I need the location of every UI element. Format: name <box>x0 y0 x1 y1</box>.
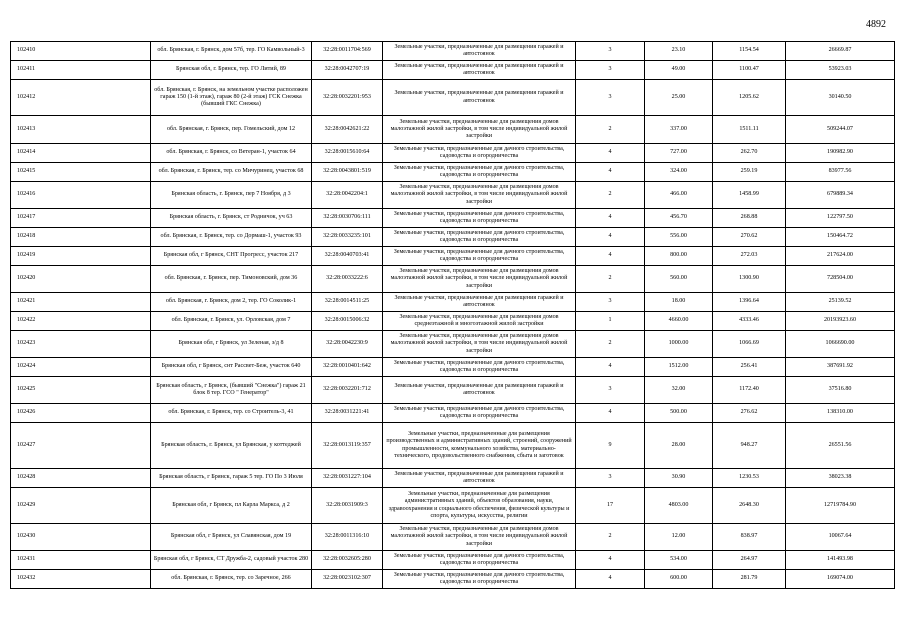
group-number-cell: 4 <box>576 247 645 266</box>
address-cell: обл. Брянская, г. Брянск, пер. Тимоновский, дом 36 <box>151 266 312 293</box>
land-use-cell: Земельные участки, предназначенные для дачного строительства, садоводства и огородничества <box>383 228 576 247</box>
cadastral-number-cell: 32:28:0033222:6 <box>312 266 383 293</box>
unit-value-cell: 1154.54 <box>713 42 786 61</box>
group-number-cell: 2 <box>576 524 645 551</box>
cadastral-number-cell: 32:28:0042230:9 <box>312 331 383 358</box>
table-row <box>11 163 895 182</box>
land-use-cell: Земельные участки, предназначенные для размещения домов малоэтажной жилой застройки, в том числе индивидуальной жилой застройки <box>383 116 576 144</box>
address-cell: Брянская область, г Брянск, (бывший "Снежка") гараж 21 блок 8 тер. ГСО " Генератор" <box>151 377 312 404</box>
cadastral-value-cell: 679889.34 <box>786 182 895 209</box>
page-number: 4892 <box>866 19 886 30</box>
row-id: 102417 <box>11 209 151 228</box>
address-cell: обл. Брянская, г. Брянск, дом 2, тер. ГО Соколик-1 <box>151 293 312 312</box>
group-number-cell: 4 <box>576 144 645 163</box>
area-cell: 1512.00 <box>645 358 713 377</box>
row-id: 102430 <box>11 524 151 551</box>
table-row <box>11 377 895 404</box>
unit-value-cell: 948.27 <box>713 423 786 469</box>
row-id: 102423 <box>11 331 151 358</box>
row-id: 102411 <box>11 61 151 80</box>
group-number-cell: 2 <box>576 116 645 144</box>
table-row <box>11 247 895 266</box>
row-id: 102413 <box>11 116 151 144</box>
group-number-cell: 4 <box>576 404 645 423</box>
address-cell: Брянская обл, г Брянск, пл Карла Маркса, д 2 <box>151 488 312 524</box>
row-id: 102432 <box>11 570 151 589</box>
land-use-cell: Земельные участки, предназначенные для дачного строительства, садоводства и огородничества <box>383 358 576 377</box>
area-cell: 600.00 <box>645 570 713 589</box>
row-id: 102419 <box>11 247 151 266</box>
unit-value-cell: 1205.62 <box>713 80 786 116</box>
area-cell: 25.00 <box>645 80 713 116</box>
land-use-cell: Земельные участки, предназначенные для размещения домов малоэтажной жилой застройки, в том числе индивидуальной жилой застройки <box>383 182 576 209</box>
cadastral-value-cell: 38023.38 <box>786 469 895 488</box>
cadastral-number-cell: 32:28:0042707:19 <box>312 61 383 80</box>
table-row <box>11 469 895 488</box>
unit-value-cell: 838.97 <box>713 524 786 551</box>
group-number-cell: 2 <box>576 331 645 358</box>
land-use-cell: Земельные участки, предназначенные для размещения административных зданий, объектов образования, науки, здравоохранения и социального обеспечения, физической культуры и спорта, культуры, искусства, религии <box>383 488 576 524</box>
unit-value-cell: 1172.40 <box>713 377 786 404</box>
cadastral-number-cell: 32:28:0011316:10 <box>312 524 383 551</box>
cadastral-value-cell: 122797.50 <box>786 209 895 228</box>
cadastral-value-cell: 83977.56 <box>786 163 895 182</box>
unit-value-cell: 270.62 <box>713 228 786 247</box>
address-cell: Брянская область, г. Брянск, пер 7 Ноября, д 3 <box>151 182 312 209</box>
cadastral-value-cell: 190982.90 <box>786 144 895 163</box>
unit-value-cell: 262.70 <box>713 144 786 163</box>
cadastral-number-cell: 32:28:0032201:953 <box>312 80 383 116</box>
table-row <box>11 228 895 247</box>
unit-value-cell: 1230.53 <box>713 469 786 488</box>
row-id: 102424 <box>11 358 151 377</box>
address-cell: Брянская обл, г. Брянск, тер. ГО Литий, 89 <box>151 61 312 80</box>
unit-value-cell: 4333.46 <box>713 312 786 331</box>
unit-value-cell: 256.41 <box>713 358 786 377</box>
cadastral-value-cell: 37516.80 <box>786 377 895 404</box>
land-use-cell: Земельные участки, предназначенные для дачного строительства, садоводства и огородничества <box>383 570 576 589</box>
land-use-cell: Земельные участки, предназначенные для размещения домов среднеэтажной и многоэтажной жилой застройки <box>383 312 576 331</box>
land-use-cell: Земельные участки, предназначенные для размещения гаражей и автостоянок <box>383 61 576 80</box>
unit-value-cell: 1458.99 <box>713 182 786 209</box>
area-cell: 4803.00 <box>645 488 713 524</box>
cadastral-number-cell: 32:28:0014511:25 <box>312 293 383 312</box>
cadastral-number-cell: 32:28:0015006:32 <box>312 312 383 331</box>
cadastral-number-cell: 32:28:0042621:22 <box>312 116 383 144</box>
land-use-cell: Земельные участки, предназначенные для дачного строительства, садоводства и огородничества <box>383 163 576 182</box>
area-cell: 1000.00 <box>645 331 713 358</box>
row-id: 102415 <box>11 163 151 182</box>
cadastral-number-cell: 32:28:0042204:1 <box>312 182 383 209</box>
address-cell: Брянская обл, г Брянск, ул Славянская, дом 19 <box>151 524 312 551</box>
table-row <box>11 524 895 551</box>
table-row <box>11 404 895 423</box>
cadastral-value-cell: 728504.00 <box>786 266 895 293</box>
cadastral-value-cell: 26551.56 <box>786 423 895 469</box>
row-id: 102427 <box>11 423 151 469</box>
cadastral-number-cell: 32:28:0031221:41 <box>312 404 383 423</box>
cadastral-value-cell: 217624.00 <box>786 247 895 266</box>
group-number-cell: 3 <box>576 469 645 488</box>
area-cell: 49.00 <box>645 61 713 80</box>
area-cell: 466.00 <box>645 182 713 209</box>
area-cell: 456.70 <box>645 209 713 228</box>
group-number-cell: 4 <box>576 163 645 182</box>
group-number-cell: 1 <box>576 312 645 331</box>
table-row <box>11 358 895 377</box>
cadastral-number-cell: 32:28:0031227:104 <box>312 469 383 488</box>
group-number-cell: 2 <box>576 266 645 293</box>
table-row <box>11 144 895 163</box>
land-use-cell: Земельные участки, предназначенные для дачного строительства, садоводства и огородничества <box>383 404 576 423</box>
cadastral-number-cell: 32:28:0032201:712 <box>312 377 383 404</box>
area-cell: 500.00 <box>645 404 713 423</box>
unit-value-cell: 264.97 <box>713 551 786 570</box>
row-id: 102425 <box>11 377 151 404</box>
group-number-cell: 9 <box>576 423 645 469</box>
area-cell: 28.00 <box>645 423 713 469</box>
row-id: 102420 <box>11 266 151 293</box>
land-use-cell: Земельные участки, предназначенные для дачного строительства, садоводства и огородничества <box>383 144 576 163</box>
address-cell: Брянская обл, г Брянск, снт Рассвет-Беж, участок 640 <box>151 358 312 377</box>
cadastral-number-cell: 32:28:0031909:3 <box>312 488 383 524</box>
cadastral-number-cell: 32:28:0043801:519 <box>312 163 383 182</box>
cadastral-number-cell: 32:28:0040703:41 <box>312 247 383 266</box>
address-cell: обл. Брянская, г. Брянск, тер. со Мичуринец, участок 68 <box>151 163 312 182</box>
area-cell: 560.00 <box>645 266 713 293</box>
land-use-cell: Земельные участки, предназначенные для размещения гаражей и автостоянок <box>383 377 576 404</box>
cadastral-value-cell: 10067.64 <box>786 524 895 551</box>
group-number-cell: 4 <box>576 209 645 228</box>
address-cell: Брянская обл, г Брянск, СТ Дружба-2, садовый участок 280 <box>151 551 312 570</box>
address-cell: обл. Брянская, г. Брянск, дом 57б, тер. ГО Камвольный-3 <box>151 42 312 61</box>
land-use-cell: Земельные участки, предназначенные для дачного строительства, садоводства и огородничества <box>383 209 576 228</box>
area-cell: 337.00 <box>645 116 713 144</box>
cadastral-number-cell: 32:28:0023102:307 <box>312 570 383 589</box>
cadastral-value-cell: 138310.00 <box>786 404 895 423</box>
group-number-cell: 3 <box>576 293 645 312</box>
cadastral-number-cell: 32:28:0011704:569 <box>312 42 383 61</box>
table-row <box>11 209 895 228</box>
table-row <box>11 570 895 589</box>
table-row <box>11 293 895 312</box>
area-cell: 12.00 <box>645 524 713 551</box>
unit-value-cell: 1300.90 <box>713 266 786 293</box>
cadastral-value-cell: 169074.00 <box>786 570 895 589</box>
cadastral-number-cell: 32:28:0030706:111 <box>312 209 383 228</box>
address-cell: Брянская обл, г Брянск, СНТ Прогресс, участок 217 <box>151 247 312 266</box>
row-id: 102414 <box>11 144 151 163</box>
cadastral-value-cell: 30140.50 <box>786 80 895 116</box>
unit-value-cell: 1396.64 <box>713 293 786 312</box>
area-cell: 23.10 <box>645 42 713 61</box>
address-cell: Брянская область, г. Брянск, ул Брянская, у коттеджей <box>151 423 312 469</box>
land-use-cell: Земельные участки, предназначенные для размещения домов малоэтажной жилой застройки, в том числе индивидуальной жилой застройки <box>383 524 576 551</box>
row-id: 102412 <box>11 80 151 116</box>
group-number-cell: 3 <box>576 80 645 116</box>
table-row <box>11 266 895 293</box>
group-number-cell: 4 <box>576 358 645 377</box>
row-id: 102410 <box>11 42 151 61</box>
address-cell: обл. Брянская, г. Брянск, тер. со Заречное, 266 <box>151 570 312 589</box>
land-use-cell: Земельные участки, предназначенные для дачного строительства, садоводства и огородничества <box>383 247 576 266</box>
cadastral-value-table <box>10 41 895 589</box>
area-cell: 18.00 <box>645 293 713 312</box>
table-row <box>11 312 895 331</box>
cadastral-number-cell: 32:28:0013119:357 <box>312 423 383 469</box>
area-cell: 534.00 <box>645 551 713 570</box>
area-cell: 556.00 <box>645 228 713 247</box>
land-use-cell: Земельные участки, предназначенные для размещения гаражей и автостоянок <box>383 80 576 116</box>
unit-value-cell: 276.62 <box>713 404 786 423</box>
land-use-cell: Земельные участки, предназначенные для дачного строительства, садоводства и огородничества <box>383 551 576 570</box>
unit-value-cell: 281.79 <box>713 570 786 589</box>
table-row <box>11 42 895 61</box>
table-row <box>11 80 895 116</box>
cadastral-value-cell: 26669.87 <box>786 42 895 61</box>
row-id: 102431 <box>11 551 151 570</box>
unit-value-cell: 1511.11 <box>713 116 786 144</box>
cadastral-value-cell: 387691.92 <box>786 358 895 377</box>
unit-value-cell: 259.19 <box>713 163 786 182</box>
unit-value-cell: 1066.69 <box>713 331 786 358</box>
land-use-cell: Земельные участки, предназначенные для размещения гаражей и автостоянок <box>383 293 576 312</box>
table-row <box>11 61 895 80</box>
area-cell: 32.00 <box>645 377 713 404</box>
table-row <box>11 331 895 358</box>
address-cell: обл. Брянская, г. Брянск, тер. со Дормаш-1, участок 93 <box>151 228 312 247</box>
address-cell: обл. Брянская, г. Брянск, на земельном участке расположен гараж 150 (1-й этаж), гараж 80 (2-й этаж) ГСК Снежка (бывший ГКС Снежка) <box>151 80 312 116</box>
group-number-cell: 3 <box>576 61 645 80</box>
table-row <box>11 551 895 570</box>
address-cell: Брянская обл, г Брянск, ул Зеленая, з/д 8 <box>151 331 312 358</box>
address-cell: обл. Брянская, г. Брянск, пер. Гомельский, дом 12 <box>151 116 312 144</box>
land-use-cell: Земельные участки, предназначенные для размещения гаражей и автостоянок <box>383 469 576 488</box>
cadastral-number-cell: 32:28:0015610:64 <box>312 144 383 163</box>
cadastral-value-cell: 150464.72 <box>786 228 895 247</box>
row-id: 102421 <box>11 293 151 312</box>
address-cell: обл. Брянская, г. Брянск, сo Ветеран-1, участок 64 <box>151 144 312 163</box>
cadastral-value-cell: 12719784.90 <box>786 488 895 524</box>
cadastral-number-cell: 32:28:0010401:642 <box>312 358 383 377</box>
row-id: 102426 <box>11 404 151 423</box>
area-cell: 30.90 <box>645 469 713 488</box>
land-use-cell: Земельные участки, предназначенные для размещения производственных и административных зданий, строений, сооружений промышленности, коммунального хозяйства, материально-технического, продовольственного снабжения, сбыта и заготовок <box>383 423 576 469</box>
cadastral-value-cell: 509244.07 <box>786 116 895 144</box>
table-row <box>11 116 895 144</box>
table-row <box>11 182 895 209</box>
group-number-cell: 3 <box>576 42 645 61</box>
group-number-cell: 4 <box>576 551 645 570</box>
group-number-cell: 17 <box>576 488 645 524</box>
address-cell: Брянская область, г Брянск, гараж 5 тер. ГО По 3 Июля <box>151 469 312 488</box>
row-id: 102418 <box>11 228 151 247</box>
cadastral-value-cell: 1066690.00 <box>786 331 895 358</box>
area-cell: 324.00 <box>645 163 713 182</box>
cadastral-value-cell: 25139.52 <box>786 293 895 312</box>
cadastral-number-cell: 32:28:0033235:101 <box>312 228 383 247</box>
land-use-cell: Земельные участки, предназначенные для размещения гаражей и автостоянок <box>383 42 576 61</box>
unit-value-cell: 272.03 <box>713 247 786 266</box>
row-id: 102422 <box>11 312 151 331</box>
table-row <box>11 423 895 469</box>
cadastral-number-cell: 32:28:0032605:280 <box>312 551 383 570</box>
group-number-cell: 3 <box>576 377 645 404</box>
area-cell: 727.00 <box>645 144 713 163</box>
unit-value-cell: 268.88 <box>713 209 786 228</box>
address-cell: обл. Брянская, г. Брянск, ул. Орловская, дом 7 <box>151 312 312 331</box>
cadastral-value-cell: 20193923.60 <box>786 312 895 331</box>
unit-value-cell: 2648.30 <box>713 488 786 524</box>
group-number-cell: 4 <box>576 228 645 247</box>
cadastral-value-cell: 141493.98 <box>786 551 895 570</box>
land-use-cell: Земельные участки, предназначенные для размещения домов малоэтажной жилой застройки, в том числе индивидуальной жилой застройки <box>383 331 576 358</box>
unit-value-cell: 1100.47 <box>713 61 786 80</box>
table-row <box>11 488 895 524</box>
cadastral-value-cell: 53923.03 <box>786 61 895 80</box>
row-id: 102428 <box>11 469 151 488</box>
area-cell: 800.00 <box>645 247 713 266</box>
address-cell: обл. Брянская, г. Брянск, тер. со Строитель-3, 41 <box>151 404 312 423</box>
table-body <box>11 42 895 589</box>
land-use-cell: Земельные участки, предназначенные для размещения домов малоэтажной жилой застройки, в том числе индивидуальной жилой застройки <box>383 266 576 293</box>
row-id: 102429 <box>11 488 151 524</box>
area-cell: 4660.00 <box>645 312 713 331</box>
row-id: 102416 <box>11 182 151 209</box>
group-number-cell: 2 <box>576 182 645 209</box>
group-number-cell: 4 <box>576 570 645 589</box>
address-cell: Брянская область, г. Брянск, ст Родничок, уч 63 <box>151 209 312 228</box>
